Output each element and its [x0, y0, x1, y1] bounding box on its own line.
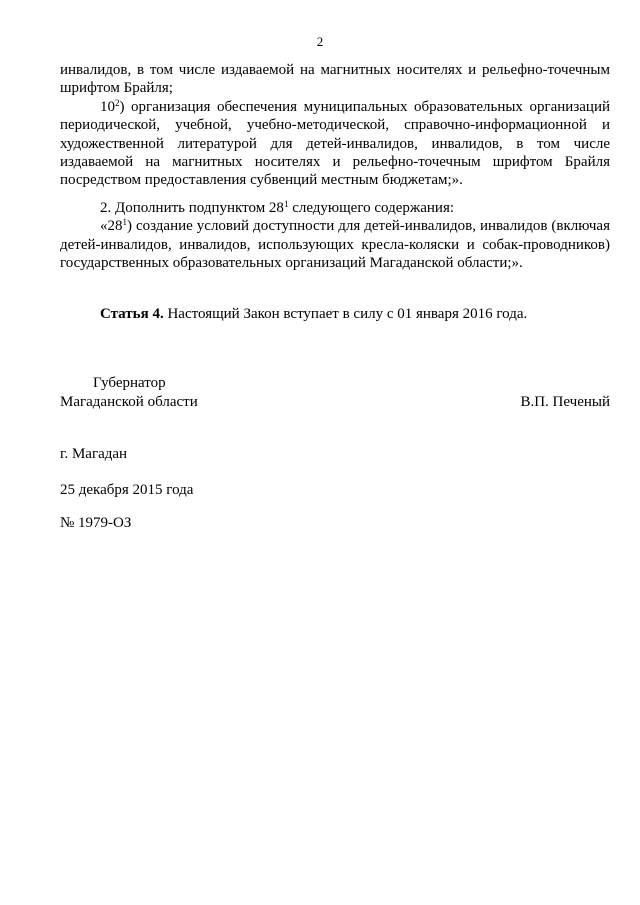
page-number: 2	[316, 34, 324, 49]
item-10-2-block	[60, 61, 610, 190]
signature-name: В.П. Печеный	[520, 394, 610, 410]
amendment-2-intro	[60, 199, 610, 217]
amendment-2-intro-prefix: 2. Дополнить подпунктом 28	[100, 200, 284, 216]
item-10-2-superscript: 2	[115, 97, 120, 108]
item-10-2-paragraph	[60, 98, 610, 190]
item-10-2-text: ) организация обеспечения муниципальных образовательных организаций периодической, учебной, учебно-методической, справочно-информационной и художественной литературой для детей-инвалидов, инвалидов, в том числе издаваемой на магнитных носителях и рельефно-точечным шрифтом Брайля посредством предоставления субвенций местным бюджетам;».	[60, 98, 610, 189]
item-28-1-text: ) создание условий доступности для детей-инвалидов, инвалидов (включая детей-инвалидов, инвалидов, использующих кресла-коляски и собак-проводников) государственных образовательных организаций Магаданской области;».	[60, 218, 610, 272]
amendment-2-intro-suffix: следующего содержания:	[288, 200, 455, 216]
amendment-2-intro-superscript: 1	[283, 199, 289, 209]
item-28-1-superscript: 1	[122, 217, 127, 228]
article-4-paragraph	[60, 305, 610, 323]
item-28-1-prefix: «28	[100, 218, 123, 235]
previous-item-continuation: инвалидов, в том числе издаваемой на магнитных носителях и рельефно-точечным шрифтом Брайля;	[60, 62, 610, 97]
article-4-block	[60, 305, 610, 323]
signing-date: 25 декабря 2015 года	[60, 482, 194, 498]
article-4-label: Статья 4.	[100, 306, 164, 322]
place-of-signing: г. Магадан	[60, 446, 128, 462]
article-4-text: Настоящий Закон вступает в силу с 01 января 2016 года.	[163, 306, 528, 322]
signature-region: Магаданской области	[60, 394, 198, 410]
amendment-2-block	[60, 199, 610, 273]
signature-title: Губернатор	[93, 375, 166, 391]
item-28-1-paragraph	[60, 217, 610, 272]
law-number: № 1979-ОЗ	[60, 515, 132, 531]
item-10-2-number: 10	[100, 98, 115, 115]
